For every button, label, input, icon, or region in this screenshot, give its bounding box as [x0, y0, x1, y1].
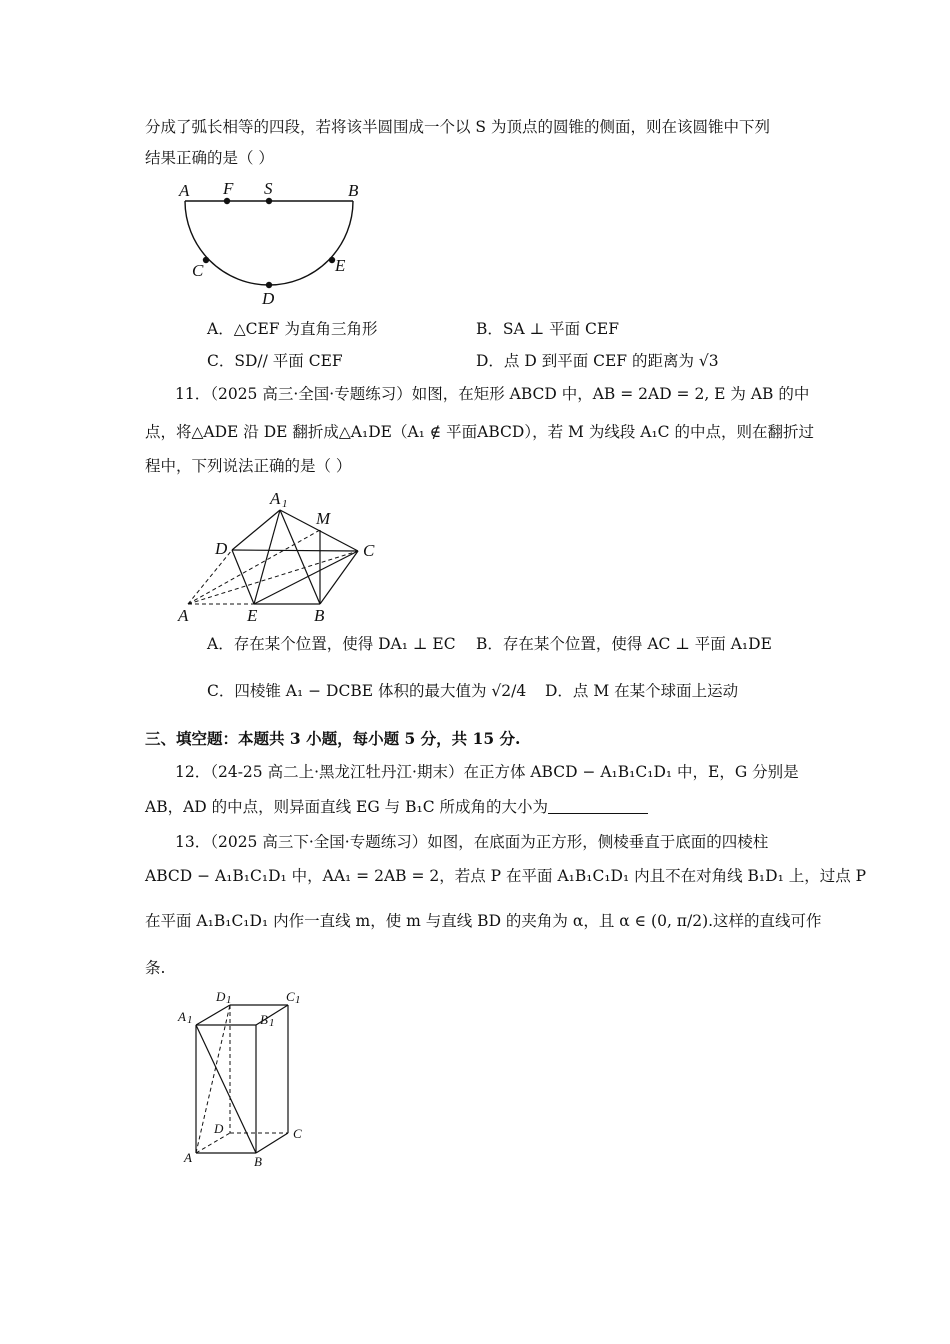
q12-text-line2	[145, 796, 648, 818]
q13-text-line4: 条.	[145, 959, 166, 977]
semicircle-arc	[185, 201, 353, 285]
q11-text-line1: 11．（2025 高三·全国·专题练习）如图，在矩形 ABCD 中，AB = 2AD = 2, E 为 AB 的中	[175, 385, 810, 403]
q11-option-b: B．存在某个位置，使得 AC ⊥ 平面 A₁DE	[476, 635, 772, 653]
q10-option-b: B．SA ⊥ 平面 CEF	[476, 320, 619, 338]
label-c: C	[363, 541, 375, 560]
label-c: C	[192, 261, 204, 280]
label-a1-sub: 1	[282, 498, 288, 510]
label-a: A	[184, 1150, 192, 1165]
q11-option-c: C．四棱锥 A₁ − DCBE 体积的最大值为 √2/4	[207, 682, 527, 700]
point-f-dot	[224, 198, 230, 204]
label-d: D	[262, 289, 275, 308]
label-m: M	[316, 509, 331, 528]
label-b1: B	[260, 1012, 268, 1027]
label-b1-sub: 1	[269, 1017, 275, 1029]
label-b: B	[348, 181, 359, 200]
label-a1: A	[270, 489, 281, 508]
label-s: S	[264, 179, 273, 198]
q12-text-line2-body: AB，AD 的中点，则异面直线 EG 与 B₁C 所成角的大小为	[145, 798, 549, 816]
q10-text-line2: 结果正确的是（ ）	[145, 149, 274, 167]
q10-option-a: A．△CEF 为直角三角形	[207, 320, 378, 338]
label-a: A	[178, 606, 189, 624]
label-d: D	[214, 1121, 224, 1136]
prism-figure	[172, 990, 322, 1170]
folding-figure	[172, 488, 387, 624]
label-b: B	[314, 606, 325, 624]
label-d: D	[215, 539, 228, 558]
label-e: E	[335, 256, 346, 275]
q13-text-line2: ABCD − A₁B₁C₁D₁ 中，AA₁ = 2AB = 2，若点 P 在平面 A₁B₁C₁D₁ 内且不在对角线 B₁D₁ 上，过点 P	[145, 867, 867, 885]
label-c1-sub: 1	[295, 994, 301, 1006]
label-c1: C	[286, 990, 295, 1004]
q11-option-d: D．点 M 在某个球面上运动	[545, 682, 739, 700]
label-e: E	[247, 606, 258, 624]
semicircle-figure	[170, 176, 370, 311]
point-d-dot	[266, 282, 272, 288]
label-d1-sub: 1	[226, 994, 232, 1006]
q10-option-c: C．SD// 平面 CEF	[207, 352, 343, 370]
q12-text-line1: 12．（24-25 高二上·黑龙江牡丹江·期末）在正方体 ABCD − A₁B₁C₁D₁ 中，E，G 分别是	[175, 763, 799, 781]
q11-option-a: A．存在某个位置，使得 DA₁ ⊥ EC	[207, 635, 456, 653]
q12-answer-blank[interactable]	[548, 797, 648, 814]
label-f: F	[223, 179, 234, 198]
label-d1: D	[216, 990, 226, 1004]
point-c-dot	[203, 257, 209, 263]
point-s-dot	[266, 198, 272, 204]
label-b: B	[254, 1154, 262, 1169]
label-a: A	[179, 181, 190, 200]
section3-heading: 三、填空题：本题共 3 小题，每小题 5 分，共 15 分.	[145, 729, 521, 748]
q11-text-line3: 程中，下列说法正确的是（ ）	[145, 457, 352, 475]
label-a1: A	[178, 1009, 186, 1024]
label-c: C	[293, 1126, 302, 1141]
q13-text-line3: 在平面 A₁B₁C₁D₁ 内作一直线 m，使 m 与直线 BD 的夹角为 α，且 α ∈ (0, π/2).这样的直线可作	[145, 912, 822, 930]
label-a1-sub: 1	[187, 1014, 193, 1026]
q13-text-line1: 13．（2025 高三下·全国·专题练习）如图，在底面为正方形，侧棱垂直于底面的四棱柱	[175, 833, 769, 851]
q10-option-d: D．点 D 到平面 CEF 的距离为 √3	[476, 352, 719, 370]
q10-text-line1: 分成了弧长相等的四段，若将该半圆围成一个以 S 为顶点的圆锥的侧面，则在该圆锥中下列	[145, 118, 770, 136]
q11-text-line2: 点，将△ADE 沿 DE 翻折成△A₁DE（A₁ ∉ 平面ABCD），若 M 为线段 A₁C 的中点，则在翻折过	[145, 423, 814, 441]
